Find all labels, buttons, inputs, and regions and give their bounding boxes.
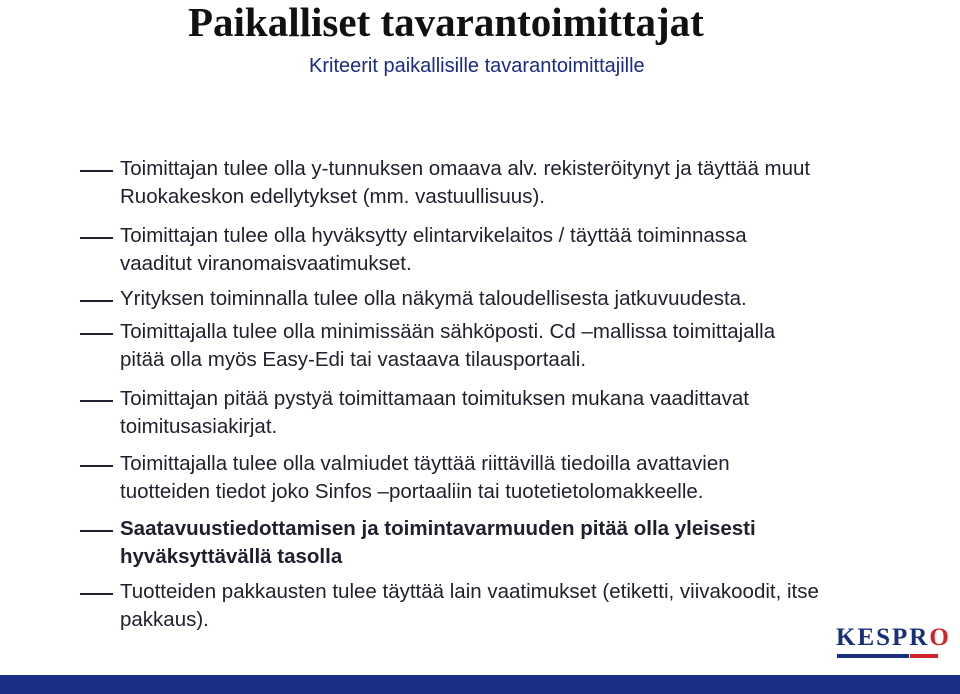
slide-title: Paikalliset tavarantoimittajat bbox=[188, 0, 704, 45]
list-item-text: Toimittajalla tulee olla minimissään sähköposti. Cd –mallissa toimittajalla pitää olla myös Easy-Edi tai vastaava tilausportaali. bbox=[120, 320, 776, 371]
dash-bullet-icon bbox=[80, 170, 113, 172]
logo-wordmark-accent: O bbox=[929, 624, 951, 651]
list-item-text: Toimittajan pitää pystyä toimittamaan toimituksen mukana vaadittavat toimitusasiakirjat. bbox=[120, 387, 749, 438]
list-item-text: Toimittajalla tulee olla valmiudet täyttää riittävillä tiedoilla avattavien tuotteiden tiedot joko Sinfos –portaaliin tai tuotetietolomakkeelle. bbox=[120, 452, 730, 503]
dash-bullet-icon bbox=[80, 593, 113, 595]
dash-bullet-icon bbox=[80, 465, 113, 467]
list-item-text: Yrityksen toiminnalla tulee olla näkymä taloudellisesta jatkuvuudesta. bbox=[120, 287, 747, 310]
list-item-text: Tuotteiden pakkausten tulee täyttää lain vaatimukset (etiketti, viivakoodit, itse pakkaus). bbox=[120, 580, 819, 631]
logo-wordmark-main: KESPR bbox=[836, 624, 930, 651]
dash-bullet-icon bbox=[80, 530, 113, 532]
slide-subtitle: Kriteerit paikallisille tavarantoimittajille bbox=[309, 55, 645, 77]
logo-underline-red bbox=[910, 654, 938, 658]
dash-bullet-icon bbox=[80, 300, 113, 302]
dash-bullet-icon bbox=[80, 333, 113, 335]
kespro-logo bbox=[828, 622, 951, 662]
footer-band bbox=[0, 675, 960, 694]
list-item-text: Toimittajan tulee olla y-tunnuksen omaava alv. rekisteröitynyt ja täyttää muut Ruokakeskon edellytykset (mm. vastuullisuus). bbox=[120, 157, 811, 208]
list-item-text: Toimittajan tulee olla hyväksytty elintarvikelaitos / täyttää toiminnassa vaaditut viranomaisvaatimukset. bbox=[120, 224, 747, 275]
dash-bullet-icon bbox=[80, 237, 113, 239]
logo-underline-blue bbox=[837, 654, 909, 658]
list-item-text: Saatavuustiedottamisen ja toimintavarmuuden pitää olla yleisesti hyväksyttävällä tasolla bbox=[120, 517, 756, 568]
logo-wordmark bbox=[836, 624, 951, 652]
dash-bullet-icon bbox=[80, 400, 113, 402]
